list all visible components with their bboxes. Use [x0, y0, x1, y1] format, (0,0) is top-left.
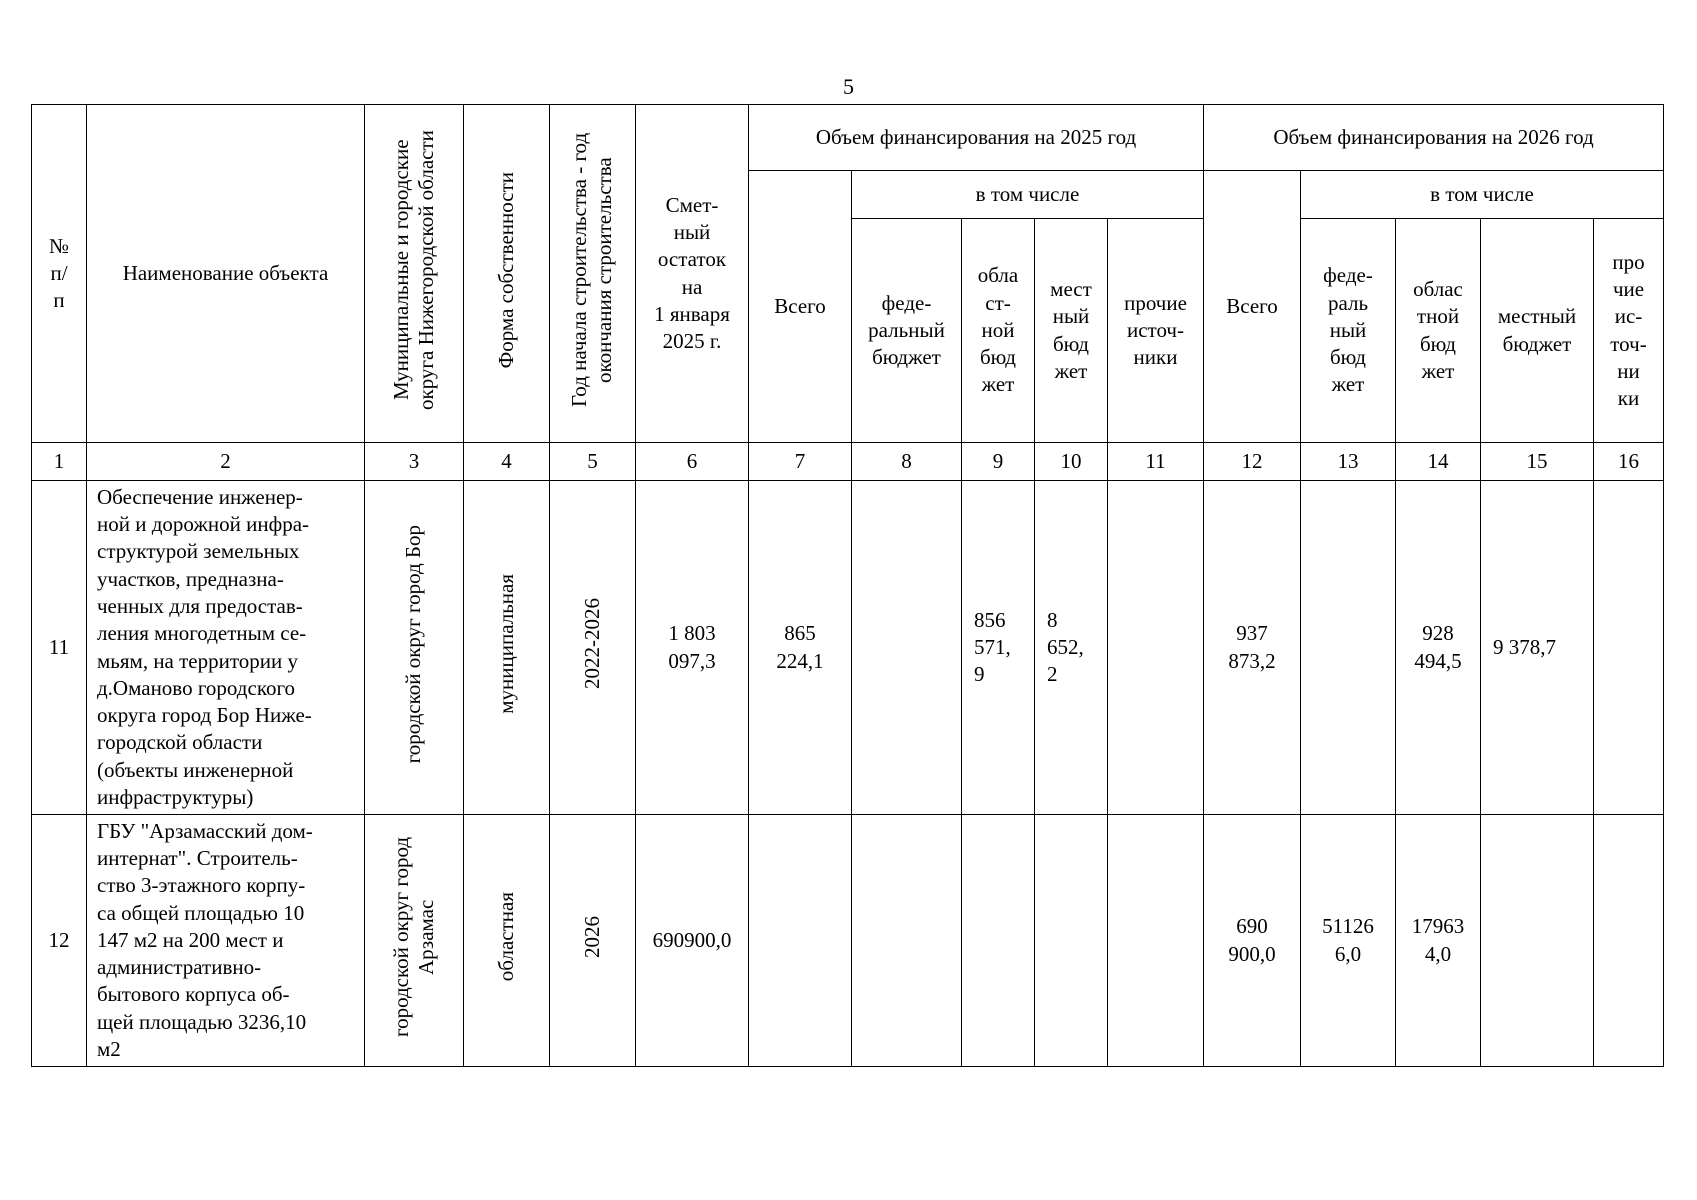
federal-2026: [1301, 481, 1396, 815]
column-number: 7: [749, 443, 852, 481]
column-number: 4: [464, 443, 550, 481]
page-number: 5: [843, 74, 854, 99]
years: [550, 815, 636, 1067]
column-number: 10: [1035, 443, 1108, 481]
column-number: 13: [1301, 443, 1396, 481]
regional-2025: 856 571, 9: [962, 481, 1035, 815]
column-number: 1: [32, 443, 87, 481]
other-2026: [1594, 481, 1664, 815]
column-number: 2: [87, 443, 365, 481]
header-years: [550, 105, 636, 443]
header-remainder: Смет- ный остаток на 1 января 2025 г.: [636, 105, 749, 443]
municipality: [365, 815, 464, 1067]
local-2026: [1481, 815, 1594, 1067]
regional-2026: 17963 4,0: [1396, 815, 1481, 1067]
column-number: 9: [962, 443, 1035, 481]
column-number: 15: [1481, 443, 1594, 481]
column-number: 12: [1204, 443, 1301, 481]
header-name: Наименование объекта: [87, 105, 365, 443]
header-ownership: [464, 105, 550, 443]
municipality: [365, 481, 464, 815]
row-num: 12: [32, 815, 87, 1067]
column-number: 14: [1396, 443, 1481, 481]
header-federal-2026: феде- раль ный бюд жет: [1301, 219, 1396, 443]
ownership-text: муниципальная: [493, 573, 518, 714]
header-municipality: [365, 105, 464, 443]
object-name: Обеспечение инженер- ной и дорожной инфра- структурой земельных участков, предназна- ченных для предостав- ления многодетным се- мьям, на территории у д.Оманово городского округа город Бор Ниже- городской области (объекты инженерной инфраструктуры): [87, 481, 365, 815]
local-2025: 8 652, 2: [1035, 481, 1108, 815]
header-other-2026: про чие ис- точ- ни ки: [1594, 219, 1664, 443]
header-local-2026: местный бюджет: [1481, 219, 1594, 443]
object-name: ГБУ "Арзамасский дом- интернат". Строитель- ство 3-этажного корпу- са общей площадью 10 147 м2 на 200 мест и административно- бытового корпуса об- щей площадью 3236,10 м2: [87, 815, 365, 1067]
years-text: 2022-2026: [579, 598, 604, 690]
column-number: 16: [1594, 443, 1664, 481]
header-fin-2026: Объем финансирования на 2026 год: [1204, 105, 1664, 171]
federal-2026: 51126 6,0: [1301, 815, 1396, 1067]
years-text: 2026: [579, 915, 604, 958]
regional-2025: [962, 815, 1035, 1067]
municipality-text: городской округ город Бор: [401, 524, 426, 764]
other-2025: [1108, 481, 1204, 815]
header-fin-2025: Объем финансирования на 2025 год: [749, 105, 1204, 171]
other-2025: [1108, 815, 1204, 1067]
header-municipality-text: Муниципальные и городские округа Нижегородской области: [388, 129, 438, 410]
ownership-text: областная: [493, 892, 518, 982]
header-row: [32, 105, 1664, 171]
other-2026: [1594, 815, 1664, 1067]
federal-2025: [852, 481, 962, 815]
column-number: 6: [636, 443, 749, 481]
column-number: 11: [1108, 443, 1204, 481]
header-including-2026: в том числе: [1301, 171, 1664, 219]
column-number: 8: [852, 443, 962, 481]
row-num: 11: [32, 481, 87, 815]
header-total-2026: Всего: [1204, 171, 1301, 443]
column-number: 5: [550, 443, 636, 481]
total-2026: 690 900,0: [1204, 815, 1301, 1067]
header-ownership-text: Форма собственности: [493, 171, 518, 369]
column-numbers-row: [32, 443, 1664, 481]
column-number: 3: [365, 443, 464, 481]
municipality-text: городской округ город Арзамас: [388, 836, 438, 1037]
regional-2026: 928 494,5: [1396, 481, 1481, 815]
remainder: 690900,0: [636, 815, 749, 1067]
financing-table: [31, 104, 1664, 1067]
header-years-text: Год начала строительства - год окончания строительства: [567, 132, 617, 407]
header-num: № п/ п: [32, 105, 87, 443]
table-row: [32, 481, 1664, 815]
header-including-2025: в том числе: [852, 171, 1204, 219]
remainder: 1 803 097,3: [636, 481, 749, 815]
total-2025: [749, 815, 852, 1067]
local-2025: [1035, 815, 1108, 1067]
years: [550, 481, 636, 815]
ownership: [464, 815, 550, 1067]
header-total-2025: Всего: [749, 171, 852, 443]
header-local-2025: мест ный бюд жет: [1035, 219, 1108, 443]
header-regional-2025: обла ст- ной бюд жет: [962, 219, 1035, 443]
header-regional-2026: облас тной бюд жет: [1396, 219, 1481, 443]
ownership: [464, 481, 550, 815]
local-2026: 9 378,7: [1481, 481, 1594, 815]
total-2026: 937 873,2: [1204, 481, 1301, 815]
federal-2025: [852, 815, 962, 1067]
header-other-2025: прочие источ- ники: [1108, 219, 1204, 443]
total-2025: 865 224,1: [749, 481, 852, 815]
header-federal-2025: феде- ральный бюджет: [852, 219, 962, 443]
table-row: [32, 815, 1664, 1067]
